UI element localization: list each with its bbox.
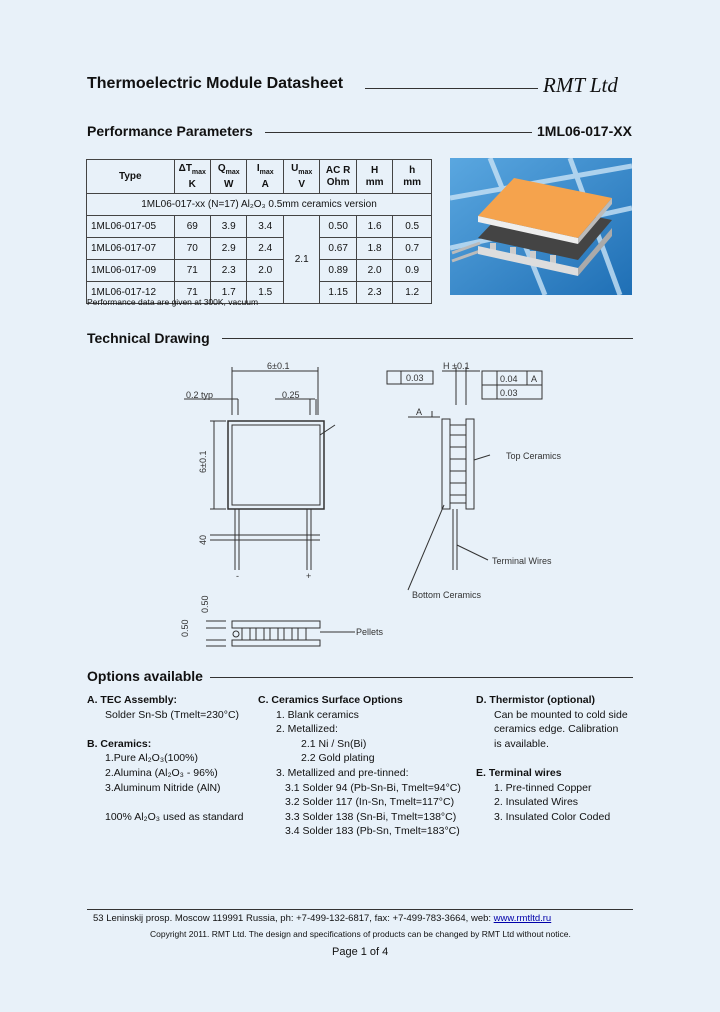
title-rule [365,88,538,89]
copyright: Copyright 2011. RMT Ltd. The design and specifications of products can be changed by RMT Ltd without notice. [150,929,571,939]
pellets-label: Pellets [356,627,384,637]
col-q: $Q_{max}$ W [211,160,247,194]
table-row: 1ML06-017-09 71 2.3 2.0 0.89 2.0 0.9 [87,260,432,282]
technical-drawing [170,355,590,655]
flatness: 0.03 [406,373,424,383]
table-row: 1ML06-017-05 69 3.9 3.4 2.1 0.50 1.6 0.5 [87,216,432,238]
minus-label: - [236,571,239,581]
top-ceramics-label: Top Ceramics [506,451,562,461]
options-col-2: C. Ceramics Surface Options 1. Blank ceramics 2. Metallized: 2.1 Ni / Sn(Bi) 2.2 Gold plating 3. Metallized and pre-tinned: 3.1 Solder 94 (Pb-Sn-Bi, Tmelt=94°C) 3.2 Solder 117 (In-Sn, Tmelt=117°C) 3.3 Solder 138 (Sn-Bi, Tmelt=138°C) 3.4 Solder 183 (Pb-Sn, Tmelt=183°C) [258,694,461,838]
website-link[interactable]: www.rmtltd.ru [493,913,552,924]
dim-lead: 40 [198,534,208,545]
col-type: Type [87,160,175,194]
dim-height: 6±0.1 [198,450,208,473]
version-row: 1ML06-017-xx (N=17) Al₂O₃ 0.5mm ceramics version [87,194,432,216]
performance-heading: Performance Parameters [87,123,253,139]
options-rule [210,677,633,678]
perf-rule [265,132,532,133]
performance-table [86,159,432,304]
dim-pitch: 0.2 typ [186,390,214,400]
col-dt: $\Delta T_{max}$ K [174,160,210,194]
col-u: $U_{max}$ V [283,160,319,194]
umax-cell: 2.1 [283,216,319,304]
plus-label: + [306,571,312,581]
footer-address: 53 Leninskij prosp. Moscow 119991 Russia, ph: +7-499-132-6817, fax: +7-499-783-3664, web: www.rmtltd.ru [93,913,552,924]
options-heading: Options available [87,668,203,684]
col-i: $I_{max}$ A [247,160,283,194]
performance-note: Performance data are given at 300K, vacuum [87,297,259,307]
model-number: 1ML06-017-XX [537,123,632,139]
col-acr: AC R Ohm [320,160,356,194]
footer-rule [87,909,633,910]
dim-width: 6±0.1 [267,361,290,371]
dim-h1: 0.50 [200,595,210,613]
drawing-heading: Technical Drawing [87,330,210,346]
table-row: 1ML06-017-12 71 1.7 1.5 1.15 2.3 1.2 [87,282,432,304]
options-col-3: D. Thermistor (optional) Can be mounted to cold side ceramics edge. Calibration is available. E. Terminal wires 1. Pre-tinned Copper 2. Insulated Wires 3. Insulated Color Coded [476,694,628,823]
drawing-rule [222,338,633,339]
col-H: H mm [356,160,392,194]
dim-H: H ±0.1 [443,361,470,371]
table-header-row [87,160,432,194]
flatness-2: 0.03 [500,388,518,398]
bottom-ceramics-label: Bottom Ceramics [412,590,482,600]
options-col-1: A. TEC Assembly: Solder Sn-Sb (Tmelt=230°C) B. Ceramics: 1.Pure Al₂O₃(100%) 2.Alumina (Al₂O₃ - 96%) 3.Aluminum Nitride (AlN) 100% Al₂O₃ used as standard [87,694,244,823]
page-title: Thermoelectric Module Datasheet [87,75,344,92]
page-number: Page 1 of 4 [332,946,389,958]
datum-a-mark: A [416,407,423,417]
datum-a: A [531,374,538,384]
product-photo [450,158,632,295]
terminal-wires-label: Terminal Wires [492,556,552,566]
col-h: h mm [393,160,432,194]
dim-wire: 0.25 [282,390,300,400]
brand-logo: RMT Ltd [543,73,618,97]
parallelism: 0.04 [500,374,518,384]
table-row: 1ML06-017-07 70 2.9 2.4 0.67 1.8 0.7 [87,238,432,260]
dim-h2: 0.50 [180,619,190,637]
